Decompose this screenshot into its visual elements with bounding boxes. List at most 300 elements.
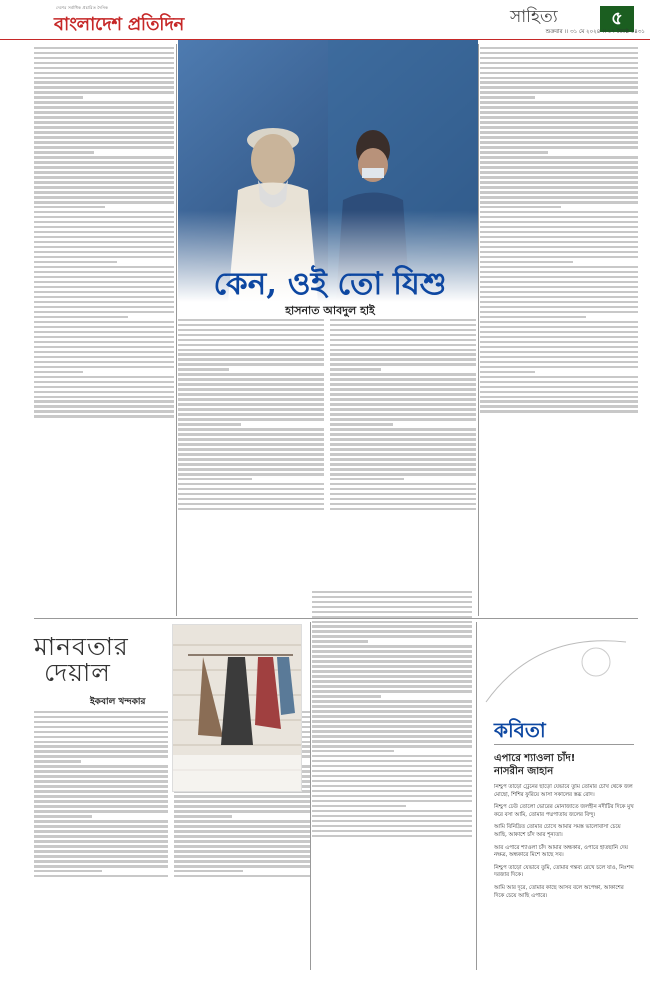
text-line: [480, 186, 638, 188]
text-line: [480, 301, 638, 303]
text-line: [34, 321, 174, 323]
text-line: [34, 736, 168, 738]
text-line: [34, 810, 168, 812]
text-line: [312, 755, 472, 757]
text-line: [34, 77, 174, 79]
text-line: [330, 473, 476, 475]
text-line: [34, 176, 174, 178]
text-line: [178, 398, 324, 400]
text-line: [312, 700, 472, 702]
text-line: [330, 388, 476, 390]
text-line: [330, 498, 476, 500]
text-line: [480, 276, 638, 278]
text-line: [330, 468, 476, 470]
text-line: [330, 443, 476, 445]
poem-stanza: আর এপারে শ্যাওলা চাঁদ আমার অন্ধকার, ওপারে হাতছানি দেয় নক্ষত্র, অন্ধকারে মিশে আছে সব।: [494, 844, 628, 859]
text-line: [178, 478, 252, 480]
text-line: [312, 670, 472, 672]
text-line: [312, 640, 368, 642]
text-line: [34, 67, 174, 69]
text-line: [312, 750, 394, 752]
feature-headline-line1: মানবতার: [34, 632, 129, 661]
text-line: [34, 201, 174, 203]
text-line: [34, 341, 174, 343]
text-line: [480, 410, 638, 412]
text-line: [34, 231, 174, 233]
story-headline: কেন, ওই তো যিশু: [213, 266, 447, 302]
text-line: [178, 448, 324, 450]
text-line: [34, 721, 168, 723]
text-line: [330, 463, 476, 465]
text-line: [178, 473, 324, 475]
text-line: [480, 381, 638, 383]
text-line: [34, 161, 174, 163]
text-line: [330, 339, 476, 341]
text-line: [480, 226, 638, 228]
text-line: [178, 373, 324, 375]
text-line: [34, 276, 174, 278]
text-line: [312, 775, 472, 777]
text-line: [178, 344, 324, 346]
text-line: [480, 96, 535, 98]
text-line: [34, 400, 174, 402]
text-line: [34, 711, 168, 713]
poem-stanza: আমি বিনিদ্রিত তোমার চোখে আমার সমস্ত ভালোবাসা চেয়ে আছি, আকাশে চাঁদ আর শূন্যতা।: [494, 824, 621, 838]
text-line: [34, 410, 174, 412]
text-line: [312, 695, 381, 697]
text-line: [312, 621, 472, 623]
text-line: [480, 151, 548, 153]
text-line: [34, 186, 174, 188]
text-line: [174, 860, 310, 862]
text-line: [480, 271, 638, 273]
text-line: [312, 685, 472, 687]
text-line: [330, 453, 476, 455]
text-line: [34, 191, 174, 193]
text-line: [312, 710, 472, 712]
poet-name: নাসরীন জাহান: [494, 766, 554, 777]
feature-author: ইকবাল খন্দকার: [90, 697, 146, 707]
poem-stanza: আমি আর দূরে, তোমার কাছে আসব বলে অপেক্ষা, আকাশের দিকে চেয়ে আছি এপারে।: [494, 884, 624, 899]
column-rule: [176, 44, 177, 616]
text-line: [34, 146, 174, 148]
poem-stanza: নিশ্চুপ তাড়ো যেভাবে তুমি, তোমার গন্তব্য রেখে চলে যাও, নিঃশব্দ দরজার দিকে।: [494, 864, 634, 879]
text-line: [480, 211, 638, 213]
text-line: [34, 346, 174, 348]
text-line: [480, 311, 638, 313]
text-line: [178, 339, 324, 341]
text-line: [34, 52, 174, 54]
text-line: [34, 361, 174, 363]
text-line: [330, 478, 404, 480]
text-line: [330, 403, 476, 405]
text-line: [34, 181, 174, 183]
text-line: [34, 136, 174, 138]
text-line: [34, 860, 168, 862]
text-line: [330, 408, 476, 410]
text-line: [34, 845, 168, 847]
text-line: [178, 508, 324, 510]
section-title: সাহিত্য: [510, 7, 558, 27]
text-line: [330, 458, 476, 460]
poem-title: এপারে শ্যাওলা চাঁদ!: [494, 753, 576, 764]
text-line: [330, 508, 476, 510]
text-column-4: [330, 316, 476, 616]
text-line: [312, 725, 472, 727]
text-line: [330, 483, 476, 485]
poem-body: [494, 784, 634, 968]
text-line: [34, 825, 168, 827]
text-line: [480, 121, 638, 123]
text-line: [330, 413, 476, 415]
text-line: [178, 453, 324, 455]
text-line: [34, 211, 174, 213]
text-line: [34, 271, 174, 273]
text-line: [480, 126, 638, 128]
text-line: [480, 296, 638, 298]
text-line: [330, 438, 476, 440]
poem-stanza: নিশ্চুপ তাড়ো ট্রেনের ছাড়ো যেভাবে তুমি তোমার চোখ থেকে জল মোছো, শিশির ফুরিয়ে আসা সকালের স্তব্ধ রোদ।: [494, 784, 633, 798]
text-line: [34, 221, 174, 223]
text-line: [34, 86, 174, 88]
text-line: [480, 326, 638, 328]
text-line: [178, 358, 324, 360]
text-line: [34, 111, 174, 113]
text-line: [480, 72, 638, 74]
text-line: [480, 191, 638, 193]
text-line: [480, 141, 638, 143]
text-line: [312, 650, 472, 652]
text-line: [480, 111, 638, 113]
text-line: [34, 800, 168, 802]
text-line: [480, 241, 638, 243]
text-line: [34, 286, 174, 288]
text-line: [480, 131, 638, 133]
text-line: [34, 405, 174, 407]
text-line: [34, 815, 92, 817]
text-line: [34, 870, 102, 872]
text-line: [178, 334, 324, 336]
text-line: [330, 329, 476, 331]
text-line: [330, 353, 476, 355]
text-line: [178, 368, 229, 370]
text-line: [34, 246, 174, 248]
text-line: [330, 358, 476, 360]
text-line: [330, 324, 476, 326]
text-line: [34, 311, 174, 313]
text-line: [34, 336, 174, 338]
text-line: [178, 388, 324, 390]
text-line: [34, 750, 168, 752]
text-line: [480, 376, 638, 378]
text-line: [330, 488, 476, 490]
text-line: [480, 166, 638, 168]
text-line: [480, 256, 638, 258]
text-line: [312, 715, 472, 717]
text-line: [480, 221, 638, 223]
text-line: [480, 281, 638, 283]
text-line: [480, 86, 638, 88]
text-line: [312, 760, 472, 762]
text-line: [174, 845, 310, 847]
column-rule: [478, 44, 479, 616]
text-line: [174, 820, 310, 822]
text-line: [34, 256, 174, 258]
page-number: ৫: [600, 6, 634, 32]
text-line: [34, 241, 174, 243]
feature-headline-line2: দেয়াল: [44, 658, 111, 687]
poetry-decoration: [476, 622, 638, 712]
text-line: [480, 396, 638, 398]
text-line: [480, 176, 638, 178]
text-line: [312, 591, 472, 593]
text-line: [178, 458, 324, 460]
text-line: [34, 780, 168, 782]
text-line: [480, 346, 638, 348]
text-line: [34, 291, 174, 293]
poem-stanza: নিশ্চুপ ঢেউ তোলো ভোরের মোনাজাতে জলহীন নদীটির দিকে মুখ করে বসা আমি, তোমার পদ্মপাতায় জলের বিন্দু।: [494, 804, 634, 818]
text-line: [480, 291, 638, 293]
text-line: [178, 428, 324, 430]
text-line: [480, 181, 638, 183]
text-line: [480, 261, 573, 263]
text-line: [480, 206, 561, 208]
text-line: [312, 596, 472, 598]
text-line: [480, 156, 638, 158]
text-line: [178, 383, 324, 385]
text-line: [330, 433, 476, 435]
text-line: [480, 196, 638, 198]
text-line: [178, 324, 324, 326]
text-line: [312, 825, 472, 827]
text-line: [34, 386, 174, 388]
text-line: [34, 765, 168, 767]
text-line: [174, 805, 310, 807]
text-line: [480, 351, 638, 353]
text-line: [312, 745, 472, 747]
text-line: [480, 405, 638, 407]
text-line: [480, 251, 638, 253]
text-line: [34, 351, 174, 353]
text-line: [34, 47, 174, 49]
text-line: [34, 366, 174, 368]
text-line: [34, 790, 168, 792]
text-line: [34, 770, 168, 772]
text-line: [174, 850, 310, 852]
text-line: [174, 875, 310, 877]
text-line: [34, 875, 168, 877]
text-line: [34, 396, 174, 398]
text-line: [480, 47, 638, 49]
text-line: [312, 835, 472, 837]
text-line: [34, 371, 83, 373]
text-line: [330, 373, 476, 375]
text-line: [330, 368, 381, 370]
text-line: [312, 645, 472, 647]
text-line: [480, 361, 638, 363]
text-line: [34, 795, 168, 797]
logo-tagline: দেশের সর্বাধিক প্রচারিত দৈনিক: [56, 5, 109, 10]
poetry-section-label: কবিতা: [494, 718, 546, 742]
text-line: [480, 231, 638, 233]
text-line: [174, 830, 310, 832]
text-line: [312, 665, 472, 667]
text-line: [312, 800, 472, 802]
text-line: [34, 306, 174, 308]
text-line: [480, 216, 638, 218]
text-line: [178, 503, 324, 505]
text-line: [312, 660, 472, 662]
text-line: [312, 790, 472, 792]
text-line: [34, 57, 174, 59]
text-line: [330, 448, 476, 450]
text-line: [34, 820, 168, 822]
text-line: [34, 840, 168, 842]
text-line: [34, 116, 174, 118]
issue-date: শুক্রবার ।। ৩১ মে ২০২৪ ।। ১৭ জ্যৈষ্ঠ ১৪৩১: [545, 29, 645, 35]
text-line: [34, 236, 174, 238]
text-line: [174, 855, 310, 857]
text-line: [34, 141, 174, 143]
text-line: [34, 850, 168, 852]
text-line: [480, 246, 638, 248]
text-line: [312, 630, 472, 632]
text-line: [330, 503, 476, 505]
text-line: [330, 383, 476, 385]
text-line: [34, 96, 83, 98]
text-line: [480, 336, 638, 338]
text-line: [178, 493, 324, 495]
text-line: [480, 62, 638, 64]
text-line: [330, 418, 476, 420]
text-line: [178, 403, 324, 405]
text-line: [480, 236, 638, 238]
text-line: [480, 116, 638, 118]
text-line: [34, 81, 174, 83]
text-line: [330, 344, 476, 346]
text-line: [34, 171, 174, 173]
text-line: [312, 720, 472, 722]
text-line: [480, 331, 638, 333]
text-line: [178, 393, 324, 395]
poetry-rule: [494, 744, 634, 745]
text-line: [312, 740, 472, 742]
text-line: [174, 865, 310, 867]
text-line: [34, 760, 81, 762]
text-line: [178, 498, 324, 500]
story-author: হাসনাত আবদুল হাই: [285, 304, 375, 317]
text-line: [174, 815, 232, 817]
text-line: [312, 606, 472, 608]
text-line: [34, 356, 174, 358]
text-line: [34, 281, 174, 283]
text-line: [34, 855, 168, 857]
column-rule: [310, 622, 311, 970]
text-line: [178, 329, 324, 331]
text-line: [178, 349, 324, 351]
text-line: [34, 121, 174, 123]
text-column-5: [34, 708, 168, 970]
text-line: [312, 805, 406, 807]
text-line: [34, 731, 168, 733]
text-line: [34, 775, 168, 777]
text-line: [178, 378, 324, 380]
text-line: [34, 835, 168, 837]
text-line: [178, 423, 241, 425]
text-line: [34, 296, 174, 298]
text-line: [34, 261, 117, 263]
text-column-1: [34, 44, 174, 616]
text-line: [480, 391, 638, 393]
text-line: [34, 326, 174, 328]
text-line: [480, 341, 638, 343]
text-line: [480, 366, 638, 368]
text-line: [34, 301, 174, 303]
text-line: [178, 488, 324, 490]
text-line: [178, 433, 324, 435]
text-line: [312, 735, 472, 737]
text-line: [330, 493, 476, 495]
text-line: [480, 321, 638, 323]
text-line: [34, 151, 94, 153]
text-line: [34, 216, 174, 218]
text-line: [480, 57, 638, 59]
text-line: [34, 415, 174, 417]
text-line: [174, 795, 310, 797]
text-line: [34, 755, 168, 757]
text-line: [312, 785, 472, 787]
text-line: [480, 101, 638, 103]
text-line: [480, 371, 535, 373]
text-line: [34, 830, 168, 832]
text-line: [34, 72, 174, 74]
text-line: [312, 655, 472, 657]
text-line: [178, 413, 324, 415]
text-line: [312, 635, 472, 637]
text-line: [480, 400, 638, 402]
text-line: [178, 443, 324, 445]
text-line: [34, 381, 174, 383]
text-line: [312, 765, 472, 767]
text-line: [34, 391, 174, 393]
text-line: [34, 62, 174, 64]
text-line: [480, 81, 638, 83]
text-line: [312, 820, 472, 822]
text-line: [178, 483, 324, 485]
text-line: [178, 408, 324, 410]
text-line: [330, 428, 476, 430]
text-line: [174, 800, 310, 802]
text-line: [174, 835, 310, 837]
text-line: [34, 206, 105, 208]
text-line: [330, 398, 476, 400]
text-line: [34, 251, 174, 253]
text-line: [480, 171, 638, 173]
text-line: [330, 423, 393, 425]
text-line: [34, 131, 174, 133]
text-column-7: [312, 588, 472, 970]
text-line: [174, 810, 310, 812]
text-line: [480, 306, 638, 308]
text-line: [312, 780, 472, 782]
text-line: [34, 865, 168, 867]
text-line: [34, 101, 174, 103]
text-line: [312, 730, 472, 732]
text-line: [480, 136, 638, 138]
text-line: [312, 601, 472, 603]
text-line: [480, 386, 638, 388]
text-line: [312, 770, 472, 772]
